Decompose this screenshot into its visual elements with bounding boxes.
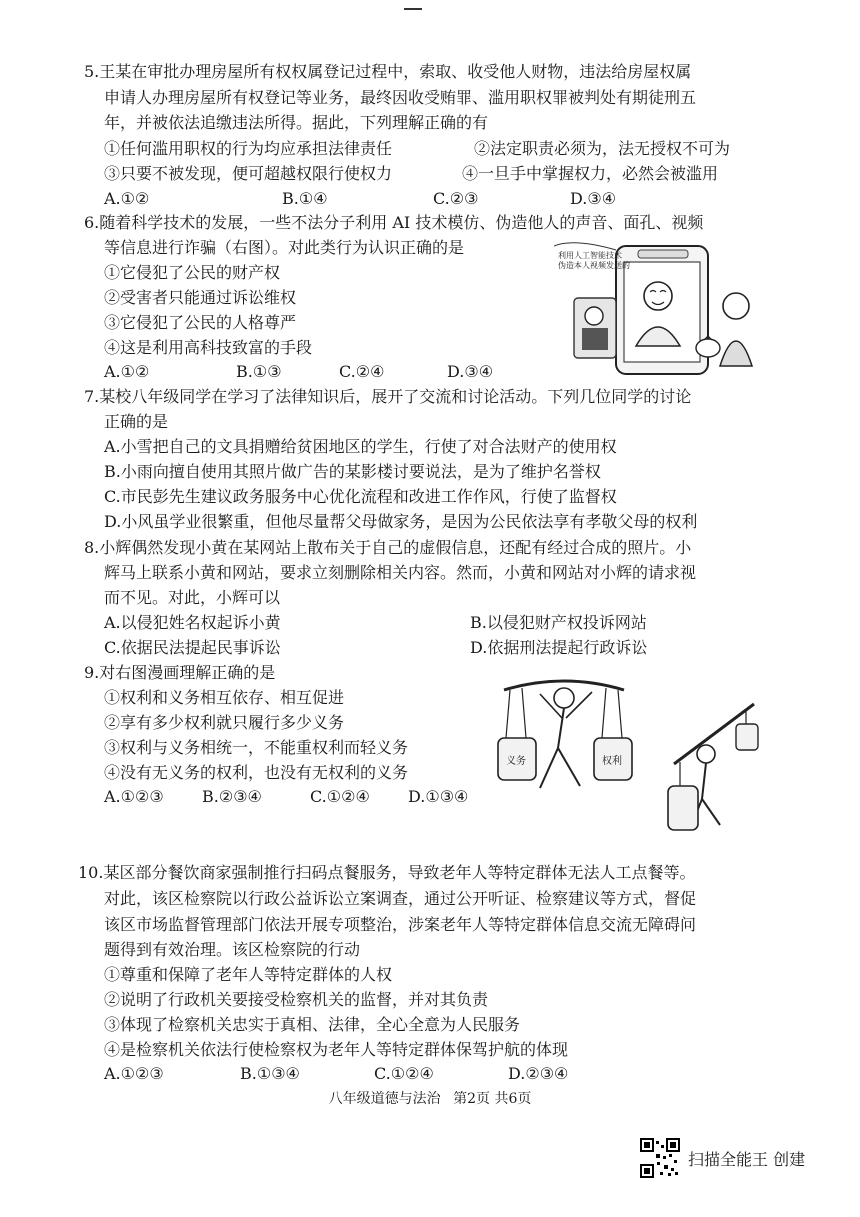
q10-option-d: D.②③④ <box>508 1064 569 1083</box>
q10-option-c: C.①②④ <box>374 1064 434 1083</box>
q7-option-c: C.市民彭先生建议政务服务中心优化流程和改进工作作风，行使了监督权 <box>104 487 617 506</box>
q6-stem-line: 等信息进行诈骗（右图）。对此类行为认识正确的是 <box>104 238 465 257</box>
q6-option-c: C.②④ <box>339 362 385 381</box>
q10-item: ④是检察机关依法行使检察权为老年人等特定群体保驾护航的体现 <box>104 1040 569 1059</box>
q6-illustration-caption: 利用人工智能技术 <box>558 251 622 260</box>
q5-option-d: D.③④ <box>570 189 617 208</box>
q7-option-d: D.小风虽学业很繁重，但他尽量帮父母做家务，是因为公民依法享有孝敬父母的权利 <box>104 512 698 531</box>
q7-option-b: B.小雨向擅自使用其照片做广告的某影楼讨要说法，是为了维护名誉权 <box>104 462 601 481</box>
q5-stem-line: 申请人办理房屋所有权登记等业务，最终因收受贿罪、滥用职权罪被判处有期徒刑五 <box>104 88 697 107</box>
q5-stem-line: 年，并被依法追缴违法所得。据此，下列理解正确的有 <box>104 113 489 132</box>
q10-item: ①尊重和保障了老年人等特定群体的人权 <box>104 965 393 984</box>
q5-item: ①任何滥用职权的行为均应承担法律责任 <box>104 139 393 158</box>
q8-stem-line: 辉马上联系小黄和网站，要求立刻删除相关内容。然而，小黄和网站对小辉的请求视 <box>104 563 697 582</box>
q10-stem-line: 该区市场监督管理部门依法开展专项整治，涉案老年人等特定群体信息交流无障碍问 <box>104 915 697 934</box>
q7-stem-line: 正确的是 <box>104 412 169 431</box>
q8-option-a: A.以侵犯姓名权起诉小黄 <box>104 613 281 632</box>
q8-option-c: C.依据民法提起民事诉讼 <box>104 638 281 657</box>
q8-option-b: B.以侵犯财产权投诉网站 <box>470 613 647 632</box>
q5-stem-line: 5.王某在审批办理房屋所有权权属登记过程中，索取、收受他人财物，违法给房屋权属 <box>84 62 692 81</box>
q6-ai-fraud-illustration <box>554 236 764 382</box>
q8-stem-line: 而不见。对此，小辉可以 <box>104 588 281 607</box>
q6-item: ②受害者只能通过诉讼维权 <box>104 288 297 307</box>
footer-subject: 八年级道德与法治 <box>328 1091 441 1107</box>
q6-stem-line: 6.随着科学技术的发展，一些不法分子利用 AI 技术模仿、伪造他人的声音、面孔、视频 <box>84 213 704 232</box>
scanner-watermark-text: 扫描全能王 创建 <box>688 1149 806 1169</box>
q5-option-a: A.①② <box>104 189 150 208</box>
q8-stem-line: 8.小辉偶然发现小黄在某网站上散布关于自己的虚假信息，还配有经过合成的照片。小 <box>84 538 692 557</box>
q7-option-a: A.小雪把自己的文具捐赠给贫困地区的学生，行使了对合法财产的使用权 <box>104 437 617 456</box>
q10-option-b: B.①③④ <box>240 1064 300 1083</box>
q10-stem-line: 对此，该区检察院以行政公益诉讼立案调查，通过公开听证、检察建议等方式，督促 <box>104 889 697 908</box>
scanner-watermark <box>640 1138 805 1178</box>
q6-item: ④这是利用高科技致富的手段 <box>104 338 313 357</box>
q10-item: ②说明了行政机关要接受检察机关的监督，并对其负责 <box>104 990 489 1009</box>
page-footer <box>0 1088 860 1108</box>
q9-option-c: C.①②④ <box>310 787 370 806</box>
q6-item: ①它侵犯了公民的财产权 <box>104 263 281 282</box>
top-mark <box>404 8 422 10</box>
q9-stem-line: 9.对右图漫画理解正确的是 <box>84 663 276 682</box>
cartoon-right-label: 权利 <box>602 756 622 767</box>
q9-item: ①权利和义务相互依存、相互促进 <box>104 688 345 707</box>
qr-code-icon <box>640 1138 680 1178</box>
q9-option-a: A.①②③ <box>104 787 164 806</box>
q9-rights-duties-cartoon <box>484 668 764 838</box>
q10-option-a: A.①②③ <box>104 1064 164 1083</box>
q6-option-b: B.①③ <box>236 362 282 381</box>
q10-stem-line: 10.某区部分餐饮商家强制推行扫码点餐服务，导致老年人等特定群体无法人工点餐等。 <box>78 863 696 882</box>
cartoon-duty-label: 义务 <box>506 756 526 767</box>
q7-stem-line: 7.某校八年级同学在学习了法律知识后，展开了交流和讨论活动。下列几位同学的讨论 <box>84 387 692 406</box>
q6-option-d: D.③④ <box>447 362 494 381</box>
q9-option-b: B.②③④ <box>202 787 262 806</box>
footer-page-info: 第2页 共6页 <box>453 1091 532 1107</box>
q6-option-a: A.①② <box>104 362 150 381</box>
q9-option-d: D.①③④ <box>408 787 469 806</box>
q10-stem-line: 题得到有效治理。该区检察院的行动 <box>104 940 361 959</box>
q9-item: ③权利与义务相统一，不能重权利而轻义务 <box>104 738 409 757</box>
q10-item: ③体现了检察机关忠实于真相、法律，全心全意为人民服务 <box>104 1015 521 1034</box>
q5-option-c: C.②③ <box>433 189 479 208</box>
q5-item: ③只要不被发现，便可超越权限行使权力 <box>104 164 393 183</box>
q8-option-d: D.依据刑法提起行政诉讼 <box>470 638 648 657</box>
q6-item: ③它侵犯了公民的人格尊严 <box>104 313 297 332</box>
q6-illustration-caption: 伪造本人视频发送的 <box>558 261 630 270</box>
q5-option-b: B.①④ <box>282 189 328 208</box>
q5-item: ②法定职责必须为，法无授权不可为 <box>474 139 731 158</box>
q9-item: ④没有无义务的权利，也没有无权利的义务 <box>104 763 409 782</box>
q9-item: ②享有多少权利就只履行多少义务 <box>104 713 345 732</box>
q5-item: ④一旦手中掌握权力，必然会被滥用 <box>462 164 719 183</box>
